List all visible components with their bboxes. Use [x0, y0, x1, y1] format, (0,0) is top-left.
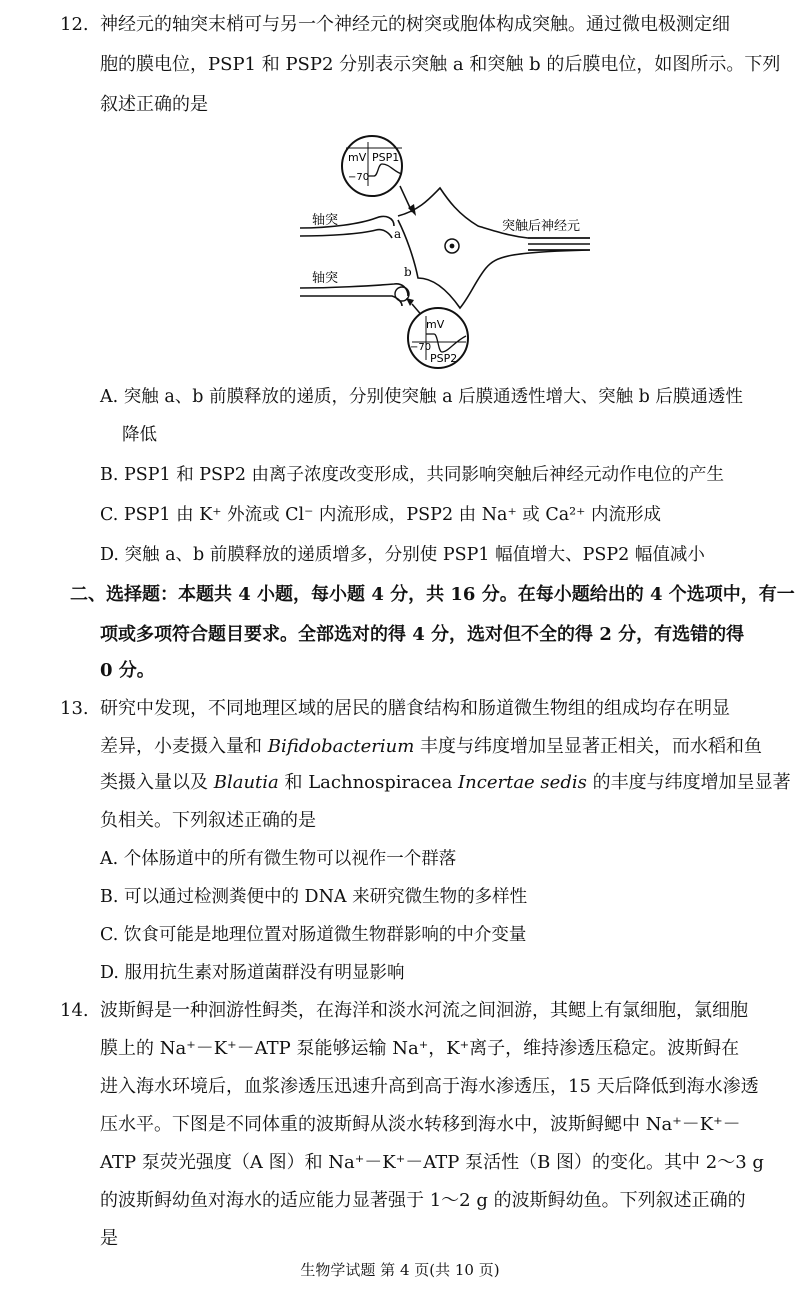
section2-heading-line-3: 0 分。 [100, 660, 155, 681]
q13-option-a: A. 个体肠道中的所有微生物可以视作一个群落 [100, 849, 457, 869]
post-neuron-label: 突触后神经元 [502, 219, 581, 234]
q12-option-c: C. PSP1 由 K⁺ 外流或 Cl⁻ 内流形成，PSP2 由 Na⁺ 或 Ca²⁺ 内流形成 [100, 505, 661, 525]
q14-stem-line-7: 是 [100, 1228, 118, 1249]
q13-number: 13. [60, 698, 89, 719]
q14-stem-line-4: 压水平。下图是不同体重的波斯鲟从淡水转移到海水中，波斯鲟鳃中 Na⁺－K⁺－ [100, 1114, 741, 1135]
q13-option-b: B. 可以通过检测粪便中的 DNA 来研究微生物的多样性 [100, 887, 528, 907]
psp2-name-label: PSP2 [430, 352, 458, 365]
q12-stem-line-2: 胞的膜电位，PSP1 和 PSP2 分别表示突触 a 和突触 b 的后膜电位，如图所示。下列 [100, 54, 781, 75]
q13-genus-bifidobacterium: Bifidobacterium [267, 736, 415, 757]
nucleolus [450, 244, 455, 249]
psp2-value-label: −70 [410, 342, 432, 353]
q12-number: 12. [60, 14, 89, 35]
psp2-mv-label: mV [426, 318, 445, 331]
q13-line2-text-a: 差异，小麦摄入量和 [100, 736, 268, 757]
q13-genus-blautia: Blautia [213, 772, 279, 793]
q13-line2-text-b: 丰度与纬度增加呈显著正相关，而水稻和鱼 [414, 736, 763, 757]
q13-stem-line-1: 研究中发现，不同地理区域的居民的膳食结构和肠道微生物组的组成均存在明显 [100, 698, 730, 719]
axon-b-lower [300, 296, 402, 306]
psp1-value-label: −70 [348, 172, 370, 183]
axon-a-label: 轴突 [312, 213, 339, 228]
q14-number: 14. [60, 1000, 89, 1021]
q12-option-b: B. PSP1 和 PSP2 由离子浓度改变形成，共同影响突触后神经元动作电位的产生 [100, 465, 725, 485]
q12-stem-line-1: 神经元的轴突末梢可与另一个神经元的树突或胞体构成突触。通过微电极测定细 [100, 14, 730, 35]
synapse-a-label: a [394, 227, 402, 241]
q13-line3-text-c: 的丰度与纬度增加呈显著 [586, 772, 791, 793]
section2-heading-line-2: 项或多项符合题目要求。全部选对的得 4 分，选对但不全的得 2 分，有选错的得 [100, 624, 745, 645]
psp1-name-label: PSP1 [372, 151, 400, 164]
synapse-b-label: b [404, 265, 412, 279]
q12-option-a: A. 突触 a、b 前膜释放的递质，分别使突触 a 后膜通透性增大、突触 b 后膜通透性 [100, 387, 743, 407]
q14-stem-line-6: 的波斯鲟幼鱼对海水的适应能力显著强于 1～2 g 的波斯鲟幼鱼。下列叙述正确的 [100, 1190, 746, 1211]
q12-option-a-cont: 降低 [122, 425, 157, 445]
q12-stem-line-3: 叙述正确的是 [100, 94, 208, 115]
q14-stem-line-5: ATP 泵荧光强度（A 图）和 Na⁺－K⁺－ATP 泵活性（B 图）的变化。其中 2～3 g [100, 1152, 764, 1173]
q14-stem-line-3: 进入海水环境后，血浆渗透压迅速升高到高于海水渗透压，15 天后降低到海水渗透 [100, 1076, 759, 1097]
q13-stem-line-3 [100, 764, 790, 802]
q14-stem-line-2: 膜上的 Na⁺－K⁺－ATP 泵能够运输 Na⁺，K⁺离子，维持渗透压稳定。波斯鲟在 [100, 1038, 740, 1059]
page-footer: 生物学试题 第 4 页(共 10 页) [300, 1261, 500, 1279]
synapse-diagram [290, 128, 590, 373]
q13-option-d: D. 服用抗生素对肠道菌群没有明显影响 [100, 963, 405, 983]
q13-line3-text-b: 和 Lachnospiracea [278, 772, 459, 793]
axon-b-label: 轴突 [312, 271, 339, 286]
q13-stem-line-2 [100, 728, 790, 766]
q13-option-c: C. 饮食可能是地理位置对肠道微生物群影响的中介变量 [100, 925, 527, 945]
q12-option-d: D. 突触 a、b 前膜释放的递质增多，分别使 PSP1 幅值增大、PSP2 幅值减小 [100, 545, 705, 565]
psp1-circle [342, 136, 402, 196]
section2-heading-line-1: 二、选择题：本题共 4 小题，每小题 4 分，共 16 分。在每小题给出的 4 个选项中，有一 [70, 584, 795, 605]
axon-a-lower [300, 230, 392, 238]
q13-incertae-sedis: Incertae sedis [458, 772, 587, 793]
q13-line3-text-a: 类摄入量以及 [100, 772, 214, 793]
q13-stem-line-4: 负相关。下列叙述正确的是 [100, 810, 316, 831]
psp1-mv-label: mV [348, 151, 367, 164]
q14-stem-line-1: 波斯鲟是一种洄游性鲟类，在海洋和淡水河流之间洄游，其鳃上有氯细胞，氯细胞 [100, 1000, 748, 1021]
post-neuron-outline [398, 188, 590, 308]
